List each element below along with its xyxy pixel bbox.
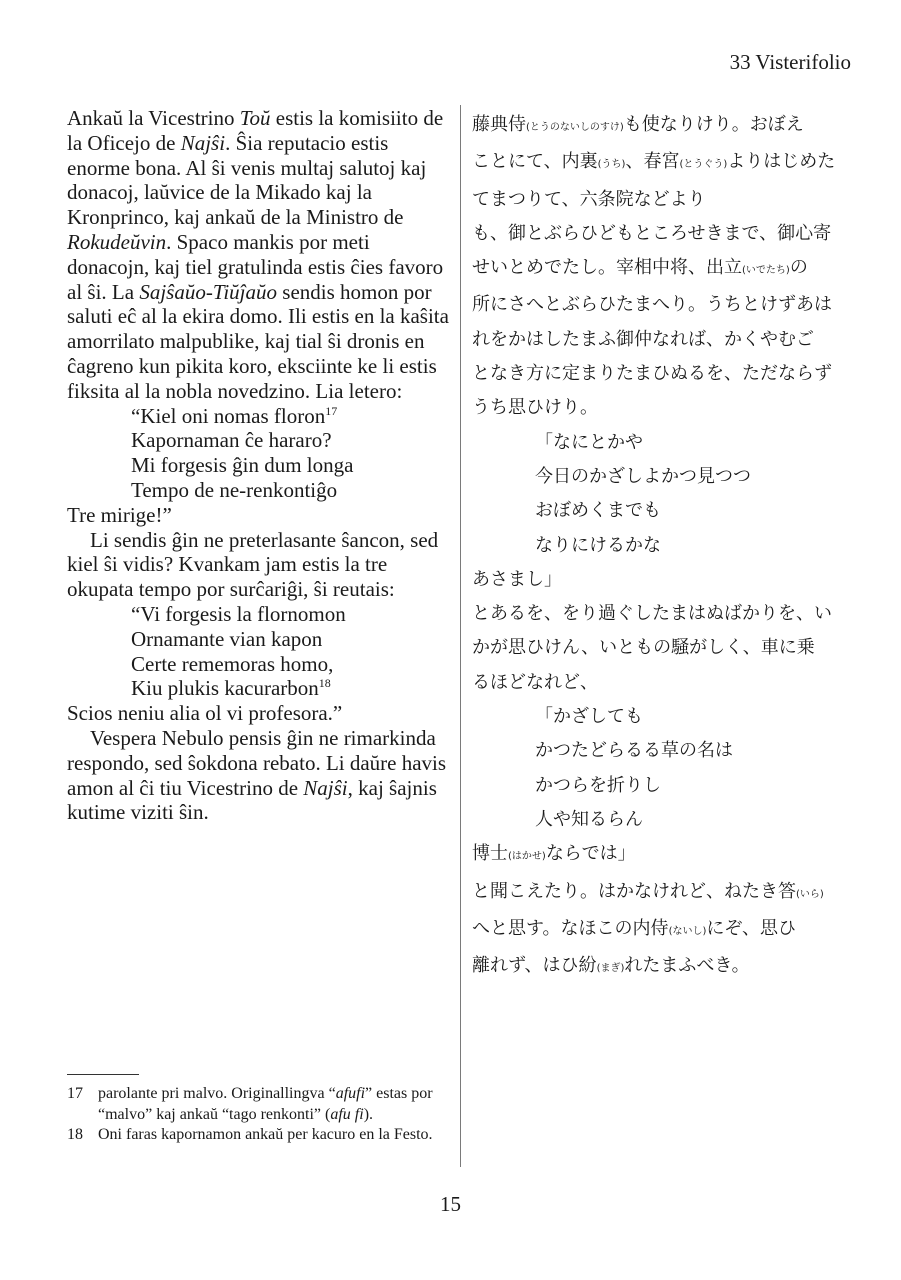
footnote-number: 17 <box>67 1085 83 1102</box>
japanese-prose-1 <box>472 108 864 426</box>
text-line: も、御とぶらひどもところせきまで、御心寄 <box>472 222 832 244</box>
footnote-18 <box>67 1125 452 1146</box>
paragraph-3: Vespera Nebulo pensis ĝin ne rimarkinda respondo, sed ŝokdona rebato. Li daŭre havis amon al ĉi tiu Vicestrino de Najŝi, kaj ŝajnis kutime viziti ŝin. <box>67 725 447 825</box>
poem-2 <box>67 602 452 701</box>
text-line: てまつりて、六条院などより <box>472 188 706 210</box>
footnote-ref-17: 17 <box>325 403 338 418</box>
footnotes <box>67 1084 452 1146</box>
poem-line: “Kiel oni nomas floron$^{17}$ <box>131 403 338 428</box>
poem-1-close: Tre mirige!” <box>67 502 172 527</box>
paragraph-2: Li sendis ĝin ne preterlasante ŝancon, sed kiel ŝi vidis? Kvankam jam estis la tre okupata tempo por surĉariĝi, ŝi reutais: <box>67 527 439 602</box>
poem-line: かつらを折りし <box>535 774 661 796</box>
page-number: 15 <box>440 1192 461 1216</box>
column-divider <box>460 105 461 1167</box>
text-line: れをかはしたまふ御仲なれば、かくやむご <box>472 328 814 350</box>
right-column-japanese <box>472 108 864 986</box>
poem-line: 「なにとかや <box>535 431 643 453</box>
text-line: せいとめでたし。宰相中将、出立(いでたち)の <box>472 257 808 279</box>
footnote-17 <box>67 1084 452 1125</box>
text-line: 藤典侍(とうのないしのすけ)も使なりけり。おぼえ <box>472 114 804 135</box>
poem-line: 人や知るらん <box>535 808 643 830</box>
paragraph-1: Ankaŭ la Vicestrino Toŭ estis la komisiito de la Oficejo de Najŝi. Ŝia reputacio estis enorme bona. Al ŝi venis multaj salutoj kaj donacoj, laŭvice de la Mikado kaj la Kronprinco, kaj ankaŭ de la Ministro de Rokudeŭvin. Spaco mankis por meti donacojn, kaj tiel gratulinda estis ĉies favoro al ŝi. La Sajŝaŭo-Tiŭĵaŭo sendis homon por saluti eĉ al la ekira domo. Ili estis en la kaŝita amorrilato malpublike, kaj tial ŝi dronis en ĉagreno kun pikita koro, eksciinte ke li estis fiksita al la nobla novedzino. Lia letero: <box>67 106 449 403</box>
japanese-poem-1 <box>472 426 864 563</box>
text-line: るほどなれど、 <box>472 671 598 693</box>
japanese-poem-2 <box>472 700 864 837</box>
footnote-ref-18: 18 <box>318 676 331 691</box>
text-line: と聞こえたり。はかなけれど、ねたき答(いら) <box>472 880 824 902</box>
poem-line: Certe rememoras homo, <box>131 651 334 676</box>
poem-line: おぼめくまでも <box>535 500 661 522</box>
footnote-text: parolante pri malvo. Originallingva “afufi” estas por “malvo” kaj ankaŭ “tago renkonti” (afu fi). <box>98 1085 433 1123</box>
footnote-number: 18 <box>67 1126 83 1143</box>
poem-line: Kapornaman ĉe hararo? <box>131 428 332 453</box>
text-line: かが思ひけん、いともの騒がしく、車に乗 <box>472 637 815 659</box>
poem-line: 「かざしても <box>535 706 643 728</box>
text-line: うち思ひけり。 <box>472 397 598 419</box>
poem-line: かつたどらるる草の名は <box>535 740 733 762</box>
text-line: 所にさへとぶらひたまへり。うちとけずあは <box>472 294 832 316</box>
text-line: あさまし」 <box>472 568 562 590</box>
footnote-text: Oni faras kapornamon ankaŭ per kacuro en la Festo. <box>98 1126 433 1143</box>
poem-2-close: Scios neniu alia ol vi profesora.” <box>67 701 343 726</box>
poem-line: “Vi forgesis la flornomon <box>131 601 346 626</box>
poem-line: 今日のかざしよかつ見つつ <box>535 465 751 487</box>
japanese-prose-3 <box>472 837 864 986</box>
footnote-separator <box>67 1074 139 1075</box>
poem-line: Ornamante vian kapon <box>131 626 323 651</box>
poem-line: Mi forgesis ĝin dum longa <box>131 453 354 478</box>
japanese-prose-2 <box>472 563 864 700</box>
text-line: ことにて、内裏(うち)、春宮(とうぐう)よりはじめた <box>472 151 836 173</box>
text-line: 博士(はかせ)ならでは」 <box>472 843 636 865</box>
text-line: 離れず、はひ紛(まぎ)れたまふべき。 <box>472 955 750 977</box>
text-line: とあるを、をり過ぐしたまはぬばかりを、い <box>472 603 832 625</box>
poem-1 <box>67 404 452 503</box>
poem-line: Kiu plukis kacurarbon$^{18}$ <box>131 676 331 701</box>
poem-line: Tempo de ne-renkontiĝo <box>131 477 338 502</box>
left-column-esperanto <box>67 106 452 825</box>
poem-line: なりにけるかな <box>535 534 661 556</box>
running-title: 33 Visterifolio <box>729 50 851 74</box>
text-line: へと思す。なほこの内侍(ないし)にぞ、思ひ <box>472 917 797 939</box>
text-line: となき方に定まりたまひぬるを、ただならず <box>472 363 832 385</box>
